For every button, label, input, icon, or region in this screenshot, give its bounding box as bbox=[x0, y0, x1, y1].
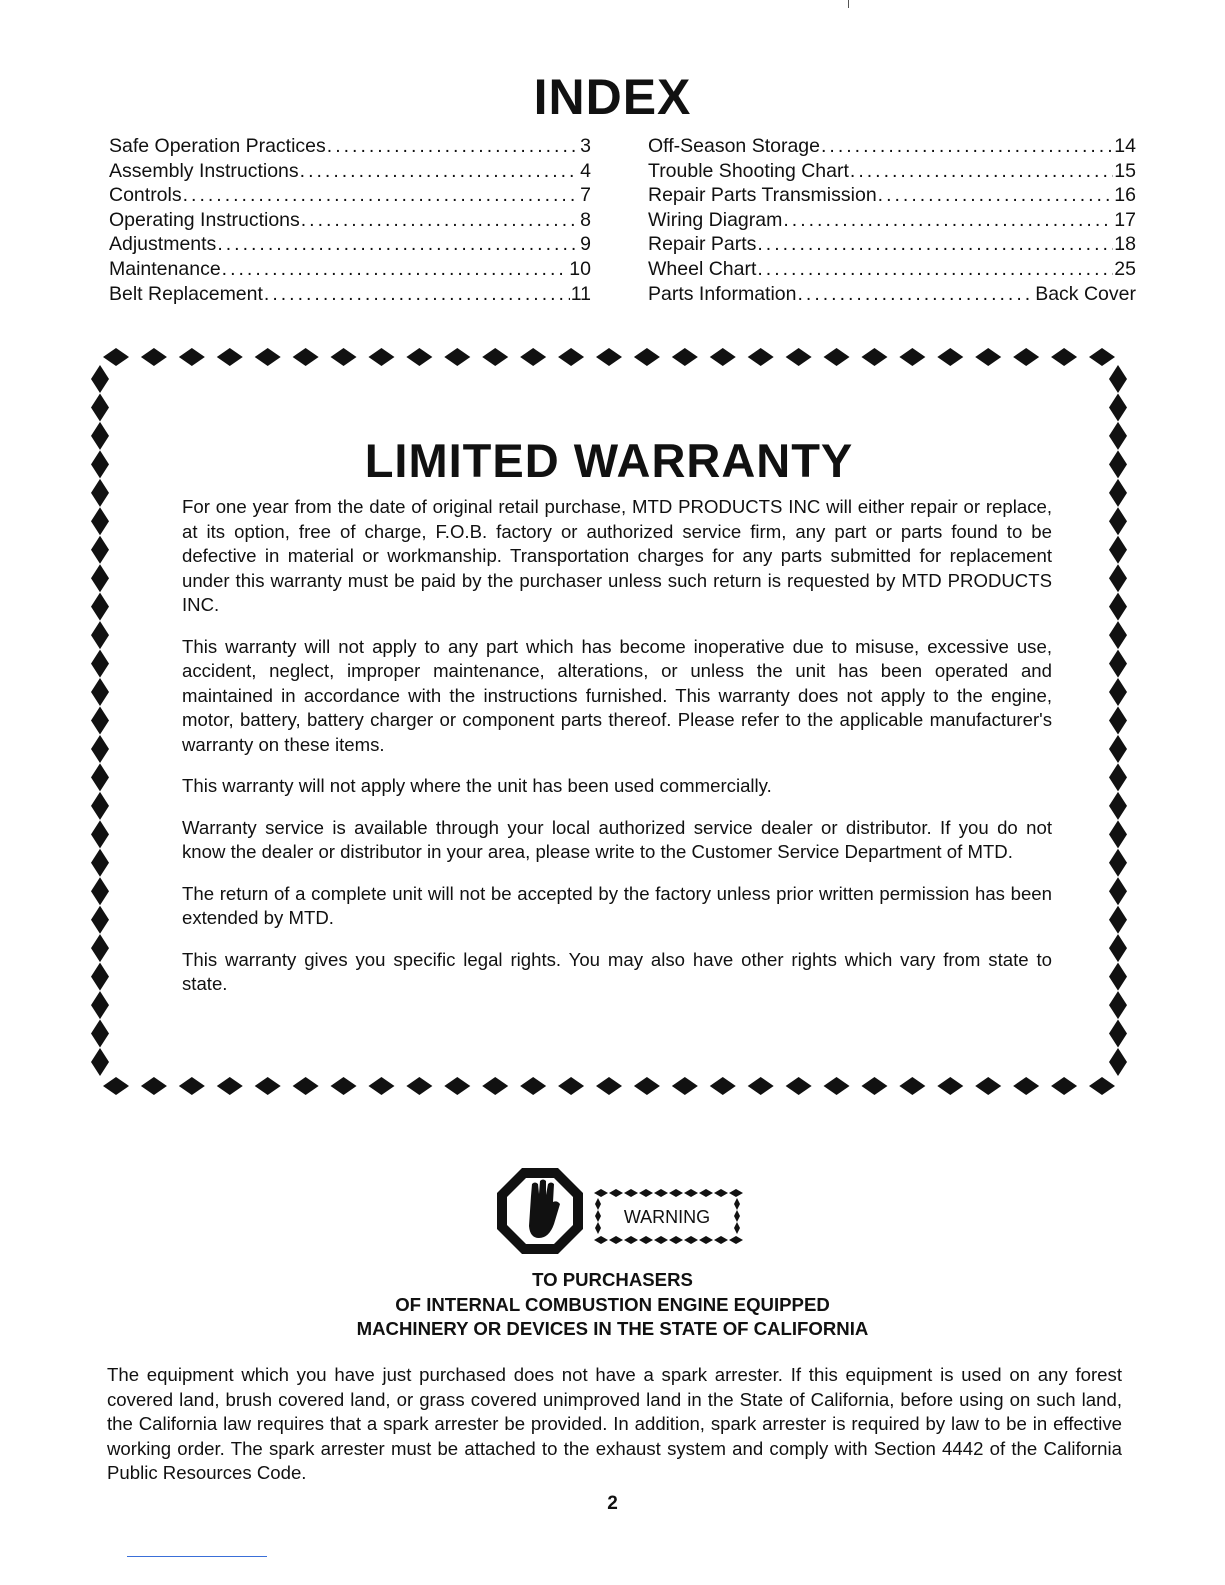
border-diamond bbox=[1109, 678, 1127, 706]
border-diamond bbox=[1089, 1077, 1115, 1095]
warning-heading bbox=[0, 1268, 1225, 1342]
border-diamond bbox=[1109, 593, 1127, 621]
index-entry: Belt Replacement ..... 11 bbox=[109, 283, 591, 308]
label-diamond bbox=[595, 1222, 601, 1234]
label-diamond bbox=[684, 1189, 698, 1197]
index-entry: Assembly Instructions ..... 4 bbox=[109, 160, 591, 185]
index-entry: Parts Information ..... Back Cover bbox=[648, 283, 1136, 308]
border-diamond bbox=[91, 650, 109, 678]
border-diamond bbox=[91, 735, 109, 763]
border-diamond bbox=[1109, 707, 1127, 735]
border-diamond bbox=[1109, 991, 1127, 1019]
border-diamond bbox=[634, 1077, 660, 1095]
border-diamond bbox=[103, 348, 129, 366]
label-diamond bbox=[594, 1236, 608, 1244]
label-diamond bbox=[594, 1189, 608, 1197]
border-diamond bbox=[406, 348, 432, 366]
border-diamond bbox=[293, 1077, 319, 1095]
index-entry: Adjustments ..... 9 bbox=[109, 233, 591, 258]
label-diamond bbox=[639, 1189, 653, 1197]
border-diamond bbox=[91, 849, 109, 877]
border-diamond bbox=[91, 906, 109, 934]
border-diamond bbox=[861, 348, 887, 366]
label-diamond bbox=[609, 1236, 623, 1244]
border-diamond bbox=[444, 348, 470, 366]
border-diamond bbox=[861, 1077, 887, 1095]
label-diamond bbox=[729, 1189, 743, 1197]
label-diamond bbox=[654, 1236, 668, 1244]
border-diamond bbox=[91, 393, 109, 421]
index-entry: Trouble Shooting Chart ..... 15 bbox=[648, 160, 1136, 185]
border-diamond bbox=[91, 593, 109, 621]
warranty-paragraph: The return of a complete unit will not be accepted by the factory unless prior written permission has been extended by MTD. bbox=[182, 882, 1052, 928]
border-diamond bbox=[1109, 1048, 1127, 1076]
border-diamond bbox=[1109, 963, 1127, 991]
border-diamond bbox=[786, 348, 812, 366]
warranty-paragraph: This warranty will not apply to any part which has become inoperative due to misuse, excessive use, accident, neglect, improper maintenance, alterations, or unless the unit has been operated and maintained in accordance with the instructions furnished. This warranty does not apply to the engine, motor, battery, battery charger or component parts thereof. Please refer to the applicable manufacturer's warranty on these items. bbox=[182, 635, 1052, 755]
border-diamond bbox=[141, 1077, 167, 1095]
border-diamond bbox=[634, 348, 660, 366]
border-diamond bbox=[748, 1077, 774, 1095]
border-diamond bbox=[1109, 820, 1127, 848]
border-diamond bbox=[331, 348, 357, 366]
warning-label: WARNING bbox=[623, 1207, 711, 1227]
border-diamond bbox=[672, 348, 698, 366]
label-diamond bbox=[595, 1198, 601, 1210]
border-diamond bbox=[406, 1077, 432, 1095]
warranty-box bbox=[88, 345, 1130, 1100]
border-diamond bbox=[217, 348, 243, 366]
border-diamond bbox=[520, 1077, 546, 1095]
border-diamond bbox=[91, 1048, 109, 1076]
warranty-text bbox=[182, 495, 1052, 1014]
border-diamond bbox=[558, 348, 584, 366]
border-diamond bbox=[520, 348, 546, 366]
border-diamond bbox=[293, 348, 319, 366]
warranty-title: LIMITED WARRANTY bbox=[364, 434, 854, 487]
border-diamond bbox=[1089, 348, 1115, 366]
index-entry: Wiring Diagram ..... 17 bbox=[648, 209, 1136, 234]
warning-heading-line: MACHINERY OR DEVICES IN THE STATE OF CALIFORNIA bbox=[356, 1318, 869, 1339]
border-diamond bbox=[368, 348, 394, 366]
label-diamond bbox=[595, 1210, 601, 1222]
label-diamond bbox=[624, 1236, 638, 1244]
border-diamond bbox=[141, 348, 167, 366]
label-diamond bbox=[729, 1236, 743, 1244]
border-diamond bbox=[1013, 1077, 1039, 1095]
border-diamond bbox=[672, 1077, 698, 1095]
border-diamond bbox=[91, 934, 109, 962]
border-diamond bbox=[331, 1077, 357, 1095]
label-diamond bbox=[714, 1189, 728, 1197]
index-entry: Repair Parts Transmission ..... 16 bbox=[648, 184, 1136, 209]
border-diamond bbox=[1109, 763, 1127, 791]
border-diamond bbox=[91, 678, 109, 706]
border-diamond bbox=[1109, 507, 1127, 535]
border-diamond bbox=[1013, 348, 1039, 366]
border-diamond bbox=[1109, 564, 1127, 592]
border-diamond bbox=[91, 1020, 109, 1048]
border-diamond bbox=[786, 1077, 812, 1095]
border-diamond bbox=[1109, 877, 1127, 905]
warning-logo bbox=[497, 1166, 757, 1266]
border-diamond bbox=[1109, 621, 1127, 649]
warranty-paragraph: This warranty gives you specific legal rights. You may also have other rights which vary from state to state. bbox=[182, 948, 1052, 994]
warranty-paragraph: Warranty service is available through your local authorized service dealer or distributor. If you do not know the dealer or distributor in your area, please write to the Customer Service Department of MTD. bbox=[182, 816, 1052, 862]
border-diamond bbox=[217, 1077, 243, 1095]
warning-heading-line: OF INTERNAL COMBUSTION ENGINE EQUIPPED bbox=[395, 1293, 830, 1315]
border-diamond bbox=[710, 1077, 736, 1095]
page-number: 2 bbox=[607, 1493, 618, 1514]
border-diamond bbox=[710, 348, 736, 366]
warning-body: The equipment which you have just purchased does not have a spark arrester. If this equipment is used on any forest covered land, brush covered land, or grass covered unimproved land in the State of California, before using on such land, the California law requires that a spark arrester be provided. In addition, spark arrester is required by law to be in effective working order. The spark arrester must be attached to the exhaust system and comply with Section 4442 of the California Public Resources Code. bbox=[107, 1364, 1122, 1483]
index-entry: Operating Instructions ..... 8 bbox=[109, 209, 591, 234]
border-diamond bbox=[975, 348, 1001, 366]
border-diamond bbox=[179, 348, 205, 366]
border-diamond bbox=[91, 763, 109, 791]
stop-hand-icon bbox=[497, 1168, 583, 1254]
index-entry: Controls ..... 7 bbox=[109, 184, 591, 209]
border-diamond bbox=[255, 348, 281, 366]
border-diamond bbox=[824, 1077, 850, 1095]
border-diamond bbox=[91, 507, 109, 535]
border-diamond bbox=[1109, 536, 1127, 564]
border-diamond bbox=[975, 1077, 1001, 1095]
label-diamond bbox=[734, 1198, 740, 1210]
border-diamond bbox=[558, 1077, 584, 1095]
index-entry: Safe Operation Practices ..... 3 bbox=[109, 135, 591, 160]
border-diamond bbox=[1051, 348, 1077, 366]
border-diamond bbox=[824, 348, 850, 366]
border-diamond bbox=[368, 1077, 394, 1095]
label-diamond bbox=[654, 1189, 668, 1197]
index-title: INDEX bbox=[533, 69, 692, 125]
border-diamond bbox=[1109, 792, 1127, 820]
label-diamond bbox=[669, 1236, 683, 1244]
label-diamond bbox=[699, 1236, 713, 1244]
border-diamond bbox=[482, 348, 508, 366]
label-diamond bbox=[734, 1222, 740, 1234]
label-diamond bbox=[714, 1236, 728, 1244]
warning-heading-line: TO PURCHASERS bbox=[532, 1269, 693, 1290]
border-diamond bbox=[1109, 365, 1127, 393]
border-diamond bbox=[748, 348, 774, 366]
border-diamond bbox=[91, 820, 109, 848]
border-diamond bbox=[91, 707, 109, 735]
border-diamond bbox=[255, 1077, 281, 1095]
border-diamond bbox=[103, 1077, 129, 1095]
border-diamond bbox=[91, 963, 109, 991]
border-diamond bbox=[937, 348, 963, 366]
label-diamond bbox=[609, 1189, 623, 1197]
border-diamond bbox=[91, 536, 109, 564]
border-diamond bbox=[91, 564, 109, 592]
border-diamond bbox=[596, 348, 622, 366]
border-diamond bbox=[899, 348, 925, 366]
border-diamond bbox=[1109, 1020, 1127, 1048]
index-entry: Off-Season Storage ..... 14 bbox=[648, 135, 1136, 160]
border-diamond bbox=[482, 1077, 508, 1095]
label-diamond bbox=[684, 1236, 698, 1244]
border-diamond bbox=[91, 877, 109, 905]
label-diamond bbox=[624, 1189, 638, 1197]
border-diamond bbox=[1109, 650, 1127, 678]
border-diamond bbox=[1109, 906, 1127, 934]
label-diamond bbox=[699, 1189, 713, 1197]
index-entry: Wheel Chart ..... 25 bbox=[648, 258, 1136, 283]
index-entry: Repair Parts ..... 18 bbox=[648, 233, 1136, 258]
label-diamond bbox=[669, 1189, 683, 1197]
warranty-paragraph: For one year from the date of original retail purchase, MTD PRODUCTS INC will either repair or replace, at its option, free of charge, F.O.B. factory or authorized service firm, any part or parts found to be defective in material or workmanship. Transportation charges for any parts submitted for replacement under this warranty must be paid by the purchaser unless such return is requested by MTD PRODUCTS INC. bbox=[182, 496, 1052, 615]
index-left-column bbox=[109, 135, 591, 307]
scan-mark bbox=[127, 1556, 267, 1557]
border-diamond bbox=[444, 1077, 470, 1095]
border-diamond bbox=[91, 621, 109, 649]
index-entry: Maintenance ..... 10 bbox=[109, 258, 591, 283]
border-diamond bbox=[91, 365, 109, 393]
border-diamond bbox=[937, 1077, 963, 1095]
border-diamond bbox=[1109, 934, 1127, 962]
border-diamond bbox=[1109, 735, 1127, 763]
label-diamond bbox=[734, 1210, 740, 1222]
border-diamond bbox=[1051, 1077, 1077, 1095]
border-diamond bbox=[1109, 849, 1127, 877]
warranty-paragraph: This warranty will not apply where the unit has been used commercially. bbox=[182, 775, 772, 796]
border-diamond bbox=[179, 1077, 205, 1095]
border-diamond bbox=[91, 792, 109, 820]
scan-mark bbox=[848, 0, 849, 8]
border-diamond bbox=[899, 1077, 925, 1095]
border-diamond bbox=[596, 1077, 622, 1095]
border-diamond bbox=[91, 991, 109, 1019]
index-right-column bbox=[648, 135, 1136, 307]
label-diamond bbox=[639, 1236, 653, 1244]
border-diamond bbox=[1109, 393, 1127, 421]
